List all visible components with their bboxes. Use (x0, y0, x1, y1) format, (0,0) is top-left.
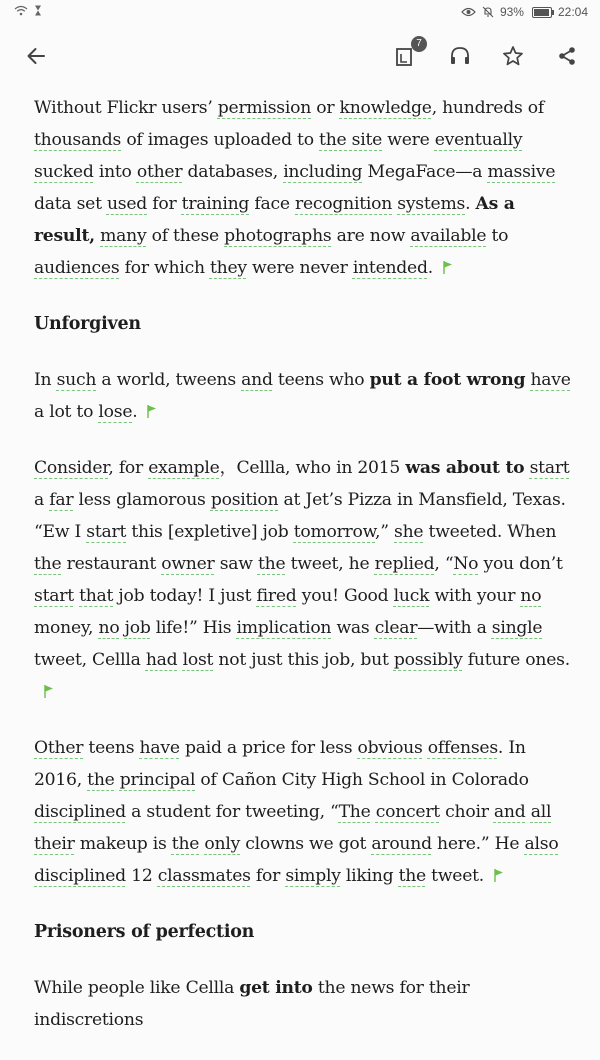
text: a (34, 490, 50, 510)
vocab-word[interactable]: available (410, 226, 487, 246)
toolbar (0, 26, 600, 88)
wifi-icon (14, 5, 28, 16)
text: tweeted. When (423, 522, 557, 542)
text: for (250, 866, 286, 886)
text: teens who (272, 370, 370, 390)
text: teens (83, 738, 140, 758)
vocab-word[interactable]: classmates (157, 866, 251, 886)
vocab-word[interactable]: systems (397, 194, 466, 214)
battery-percent: 93% (499, 5, 524, 19)
text: for (147, 194, 182, 214)
vocab-word[interactable]: all (530, 802, 552, 822)
text: of these (146, 226, 225, 246)
back-arrow-icon (26, 47, 46, 65)
text: with your (429, 586, 521, 606)
vocab-word[interactable]: disciplined (34, 866, 126, 886)
vocab-word[interactable]: principal (119, 770, 196, 790)
text: clowns we got (240, 834, 372, 854)
vocab-word[interactable]: eventually (434, 130, 523, 150)
text: were never (246, 258, 353, 278)
vocab-word[interactable]: photographs (224, 226, 332, 246)
text: at Jet’s Pizza in Mansfield, Texas. “Ew I (34, 490, 566, 542)
text: saw (214, 554, 258, 574)
text: of images uploaded to (121, 130, 320, 150)
text: , for (108, 458, 149, 478)
eye-comfort-icon (461, 7, 476, 17)
section-heading: Unforgiven (34, 314, 141, 334)
text: restaurant (61, 554, 162, 574)
vocab-word[interactable]: used (106, 194, 148, 214)
share-button[interactable] (551, 40, 583, 72)
vocab-word[interactable]: the (257, 554, 286, 574)
text: ，Cellla, who in 2015 (219, 458, 406, 478)
share-icon (557, 46, 577, 66)
paragraph (34, 732, 574, 892)
status-bar (0, 0, 600, 26)
vocab-word[interactable]: and (241, 370, 273, 390)
vocab-word[interactable]: obvious (357, 738, 423, 758)
text: paid a price for less (179, 738, 358, 758)
notes-count-badge: 7 (411, 36, 427, 52)
text: of Cañon City High School in Colorado (195, 770, 529, 790)
vocab-word[interactable]: other (136, 162, 183, 182)
vocab-word[interactable]: sucked (34, 162, 94, 182)
text: job today! I just (113, 586, 257, 606)
translate-flag-icon[interactable] (443, 261, 453, 274)
text: choir (439, 802, 494, 822)
text: a student for tweeting, “ (125, 802, 339, 822)
paragraph (34, 452, 574, 708)
hourglass-icon (34, 5, 42, 16)
text: face (249, 194, 296, 214)
key-phrase[interactable]: put a foot wrong (369, 370, 526, 390)
vocab-word[interactable]: luck (393, 586, 430, 606)
text: life!” His (150, 618, 237, 638)
headphones-icon (449, 46, 471, 66)
vocab-word[interactable]: only (204, 834, 241, 854)
text: . (465, 194, 476, 214)
vocab-word[interactable]: tomorrow (293, 522, 376, 542)
text: In (34, 370, 57, 390)
vocab-word[interactable]: many (100, 226, 147, 246)
text: MegaFace—a (362, 162, 488, 182)
notes-button[interactable] (389, 40, 421, 72)
vocab-word[interactable]: had (145, 650, 178, 670)
text: —with a (417, 618, 492, 638)
text: into (93, 162, 137, 182)
vocab-word[interactable]: disciplined (34, 802, 126, 822)
vocab-word[interactable]: job (124, 618, 151, 638)
text: liking (340, 866, 399, 886)
text: . (427, 258, 433, 278)
vocab-word[interactable]: The (338, 802, 371, 822)
vocab-word[interactable]: they (209, 258, 247, 278)
vocab-word[interactable]: the (87, 770, 115, 790)
back-button[interactable] (20, 40, 52, 72)
vocab-word[interactable]: such (56, 370, 97, 390)
text: , “ (434, 554, 454, 574)
vocab-word[interactable]: the (398, 866, 426, 886)
text: not just this job, but (213, 650, 394, 670)
vocab-word[interactable]: the (171, 834, 200, 854)
key-phrase[interactable]: As a result, (34, 194, 515, 246)
text: or (311, 98, 340, 118)
vocab-word[interactable]: Other (34, 738, 84, 758)
vocab-word[interactable]: owner (161, 554, 215, 574)
vocab-word[interactable]: fired (256, 586, 297, 606)
text: . In 2016, (34, 738, 526, 790)
vocab-word[interactable]: No (453, 554, 479, 574)
text: Without Flickr users’ (34, 98, 218, 118)
vocab-word[interactable]: their (34, 834, 75, 854)
vocab-word[interactable]: audiences (34, 258, 120, 278)
vocab-word[interactable]: position (210, 490, 279, 510)
vocab-word[interactable]: the site (319, 130, 383, 150)
vocab-word[interactable]: no (98, 618, 120, 638)
vocab-word[interactable]: single (491, 618, 543, 638)
text: were (382, 130, 435, 150)
key-phrase[interactable]: get into (239, 978, 313, 998)
text: a lot to (34, 402, 99, 422)
text: less glamorous (73, 490, 211, 510)
vocab-word[interactable]: knowledge (339, 98, 432, 118)
vocab-word[interactable]: around (371, 834, 432, 854)
text: makeup is (74, 834, 172, 854)
text: this [expletive] job (126, 522, 294, 542)
vocab-word[interactable]: thousands (34, 130, 122, 150)
favorite-button[interactable] (497, 40, 529, 72)
text: you! Good (296, 586, 394, 606)
vocab-word[interactable]: intended (352, 258, 428, 278)
text: While people like Cellla (34, 978, 240, 998)
vocab-word[interactable]: example (148, 458, 220, 478)
text: here.” He (431, 834, 525, 854)
battery-level (534, 9, 549, 16)
battery-icon (532, 7, 552, 18)
clock: 22:04 (557, 5, 588, 19)
vocab-word[interactable]: and (493, 802, 526, 822)
vocab-word[interactable]: replied (374, 554, 435, 574)
text: you don’t (478, 554, 563, 574)
vocab-word[interactable]: permission (217, 98, 312, 118)
vocab-word[interactable]: she (394, 522, 424, 542)
vocab-word[interactable]: implication (236, 618, 332, 638)
vocab-word[interactable]: including (283, 162, 363, 182)
vocab-word[interactable]: offenses (427, 738, 498, 758)
vocab-word[interactable]: no (520, 586, 542, 606)
paragraph (34, 364, 574, 428)
text: databases, (182, 162, 284, 182)
vocab-word[interactable]: start (34, 586, 74, 606)
text: data set (34, 194, 107, 214)
vocab-word[interactable]: that (79, 586, 114, 606)
vocab-word[interactable]: massive (487, 162, 556, 182)
status-right (461, 5, 588, 19)
vocab-word[interactable]: lose (98, 402, 133, 422)
vocab-word[interactable]: start (529, 458, 570, 478)
text: tweet. (425, 866, 485, 886)
vocab-word[interactable]: start (86, 522, 127, 542)
text: a world, tweens (96, 370, 242, 390)
text: the news for their indiscretions (34, 978, 470, 1030)
paragraph (34, 92, 574, 284)
vocab-word[interactable]: have (139, 738, 180, 758)
mute-bell-icon (482, 6, 494, 18)
text: was (331, 618, 375, 638)
vocab-word[interactable]: simply (285, 866, 341, 886)
text: future ones. (462, 650, 570, 670)
section-heading: Prisoners of perfection (34, 922, 255, 942)
vocab-word[interactable]: training (181, 194, 250, 214)
text: are now (331, 226, 411, 246)
vocab-word[interactable]: Consider (34, 458, 109, 478)
translate-flag-icon[interactable] (147, 405, 157, 418)
vocab-word[interactable]: have (530, 370, 571, 390)
vocab-word[interactable]: lost (182, 650, 214, 670)
vocab-word[interactable]: far (49, 490, 74, 510)
text: ,” (375, 522, 395, 542)
vocab-word[interactable]: the (34, 554, 62, 574)
text: , hundreds of (431, 98, 544, 118)
text: for which (119, 258, 210, 278)
text: money, (34, 618, 99, 638)
text: tweet, Cellla (34, 650, 146, 670)
text: to (486, 226, 509, 246)
status-left (14, 5, 42, 16)
article-body (34, 92, 574, 1060)
star-icon (502, 45, 524, 67)
key-phrase[interactable]: was about to (405, 458, 525, 478)
text: 12 (125, 866, 158, 886)
vocab-word[interactable]: clear (374, 618, 418, 638)
text: . (132, 402, 138, 422)
text: tweet, he (285, 554, 375, 574)
translate-flag-icon[interactable] (494, 869, 504, 882)
vocab-word[interactable]: also (524, 834, 559, 854)
paragraph (34, 972, 574, 1036)
listen-button[interactable] (444, 40, 476, 72)
vocab-word[interactable]: possibly (393, 650, 463, 670)
vocab-word[interactable]: concert (375, 802, 440, 822)
translate-flag-icon[interactable] (44, 685, 54, 698)
vocab-word[interactable]: recognition (295, 194, 393, 214)
